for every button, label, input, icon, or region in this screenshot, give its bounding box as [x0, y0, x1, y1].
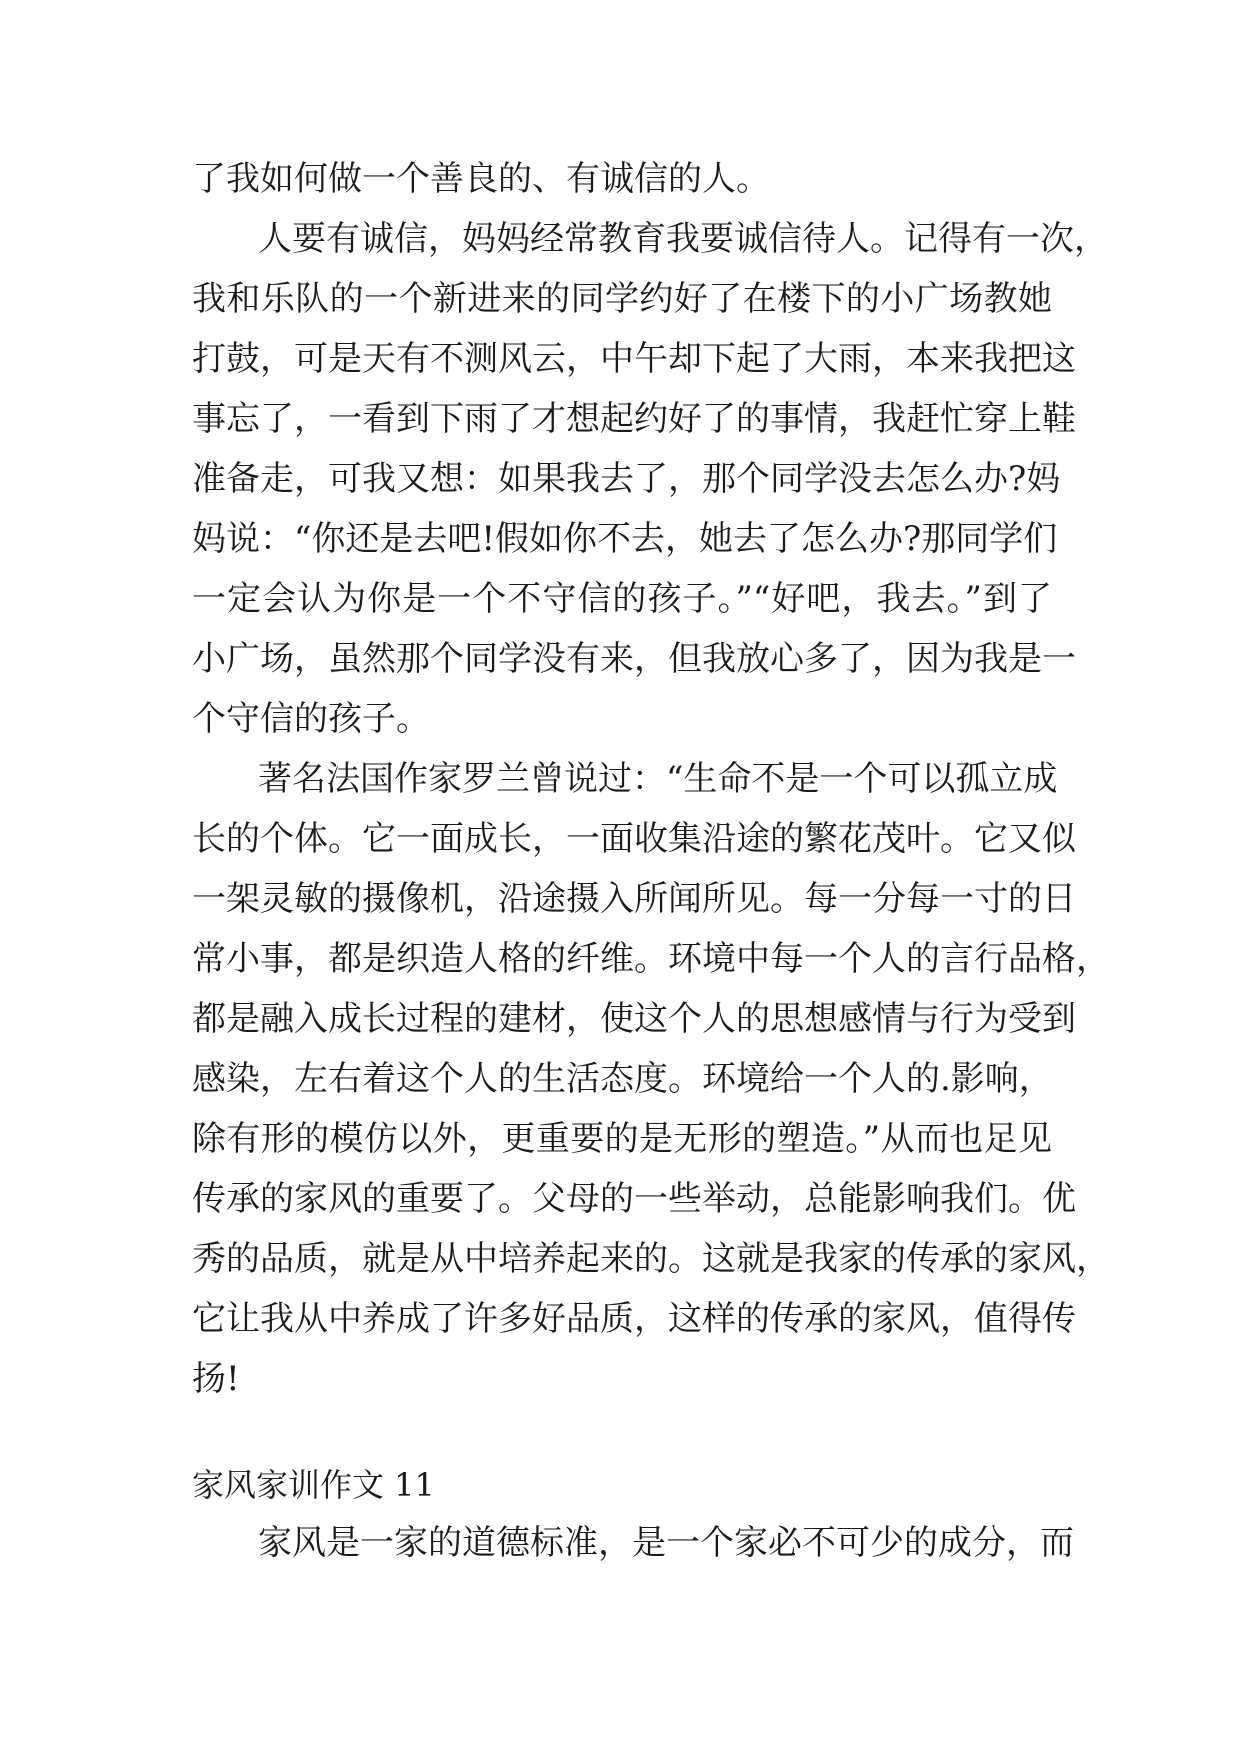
- paragraph-line: 我和乐队的一个新进来的同学约好了在楼下的小广场教她: [192, 279, 1052, 319]
- paragraph-line: 小广场，虽然那个同学没有来，但我放心多了，因为我是一: [192, 639, 1076, 679]
- paragraph-line: 妈说：“你还是去吧!假如你不去，她去了怎么办?那同学们: [192, 519, 1058, 559]
- paragraph-line: 家风是一家的道德标准，是一个家必不可少的成分，而: [258, 1523, 1074, 1563]
- paragraph-line: 除有形的模仿以外，更重要的是无形的塑造。”从而也足见: [192, 1119, 1052, 1159]
- paragraph-line: 人要有诚信，妈妈经常教育我要诚信待人。记得有一次，: [258, 219, 1108, 259]
- paragraph-line: 打鼓，可是天有不测风云，中午却下起了大雨，本来我把这: [192, 339, 1076, 379]
- paragraph-line: 传承的家风的重要了。父母的一些举动，总能影响我们。优: [192, 1179, 1076, 1219]
- paragraph-line: 准备走，可我又想：如果我去了，那个同学没去怎么办?妈: [192, 459, 1061, 499]
- paragraph-line: 了我如何做一个善良的、有诚信的人。: [192, 159, 770, 199]
- paragraph-line: 著名法国作家罗兰曾说过：“生命不是一个可以孤立成: [258, 759, 1058, 799]
- section-heading: 家风家训作文 11: [192, 1466, 435, 1504]
- paragraph-line: 常小事，都是织造人格的纤维。环境中每一个人的言行品格，: [192, 939, 1110, 979]
- paragraph-line: 长的个体。它一面成长，一面收集沿途的繁花茂叶。它又似: [192, 819, 1076, 859]
- paragraph-line: 感染，左右着这个人的生活态度。环境给一个人的.影响，: [192, 1059, 1053, 1099]
- paragraph-line: 都是融入成长过程的建材，使这个人的思想感情与行为受到: [192, 999, 1076, 1039]
- paragraph-line: 秀的品质，就是从中培养起来的。这就是我家的传承的家风，: [192, 1239, 1110, 1279]
- paragraph-line: 一定会认为你是一个不守信的孩子。”“好吧，我去。”到了: [192, 579, 1052, 619]
- paragraph-line: 事忘了，一看到下雨了才想起约好了的事情，我赶忙穿上鞋: [192, 399, 1076, 439]
- paragraph-line: 扬!: [192, 1359, 240, 1399]
- paragraph-line: 它让我从中养成了许多好品质，这样的传承的家风，值得传: [192, 1299, 1076, 1339]
- paragraph-line: 个守信的孩子。: [192, 699, 430, 739]
- paragraph-line: 一架灵敏的摄像机，沿途摄入所闻所见。每一分每一寸的日: [192, 879, 1076, 919]
